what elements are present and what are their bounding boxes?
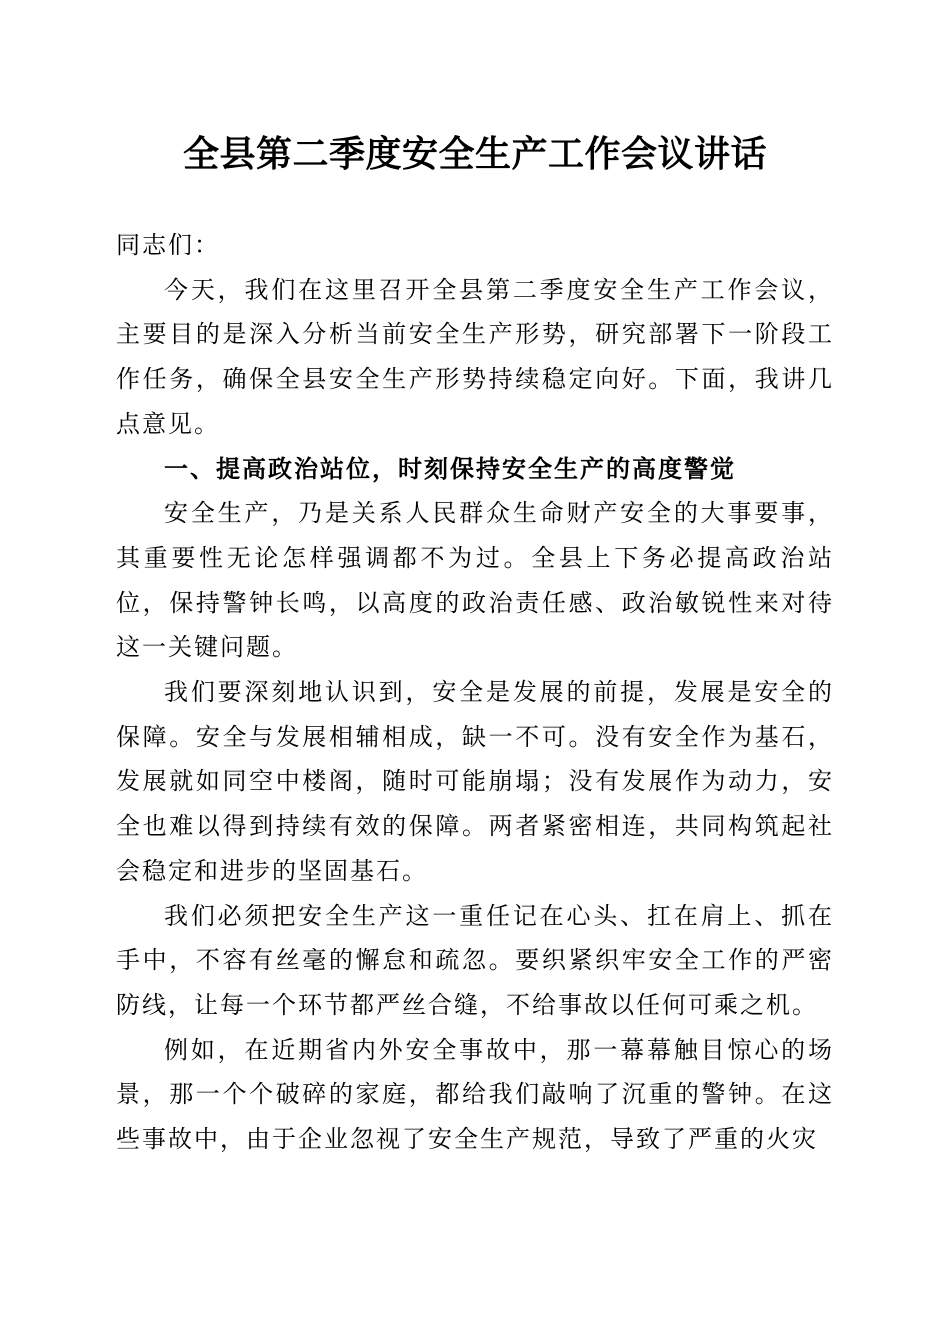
paragraph-importance: 安全生产，乃是关系人民群众生命财产安全的大事要事，其重要性无论怎样强调都不为过。全县上下务必提高政治站位，保持警钟长鸣，以高度的政治责任感、政治敏锐性来对待这一关键问题。 [116,501,834,662]
paragraph-safety-development: 我们要深刻地认识到，安全是发展的前提，发展是安全的保障。安全与发展相辅相成，缺一不可。没有安全作为基石，发展就如同空中楼阁，随时可能崩塌；没有发展作为动力，安全也难以得到持续有效的保障。两者紧密相连，共同构筑起社会稳定和进步的坚固基石。 [116,680,834,885]
paragraph-intro: 今天，我们在这里召开全县第二季度安全生产工作会议，主要目的是深入分析当前安全生产形势，研究部署下一阶段工作任务，确保全县安全生产形势持续稳定向好。下面，我讲几点意见。 [116,277,834,438]
paragraph-accident-examples: 例如，在近期省内外安全事故中，那一幕幕触目惊心的场景，那一个个破碎的家庭，都给我们敲响了沉重的警钟。在这些事故中，由于企业忽视了安全生产规范，导致了严重的火灾 [116,1037,834,1154]
salutation-line: 同志们： [116,233,220,259]
section-heading-1: 一、提高政治站位，时刻保持安全生产的高度警觉 [164,455,736,483]
document-title: 全县第二季度安全生产工作会议讲话 [182,134,767,174]
document-body [116,224,834,1163]
paragraph-responsibility: 我们必须把安全生产这一重任记在心头、扛在肩上、抓在手中，不容有丝毫的懈怠和疏忽。要织紧织牢安全工作的严密防线，让每一个环节都严丝合缝，不给事故以任何可乘之机。 [116,903,834,1019]
